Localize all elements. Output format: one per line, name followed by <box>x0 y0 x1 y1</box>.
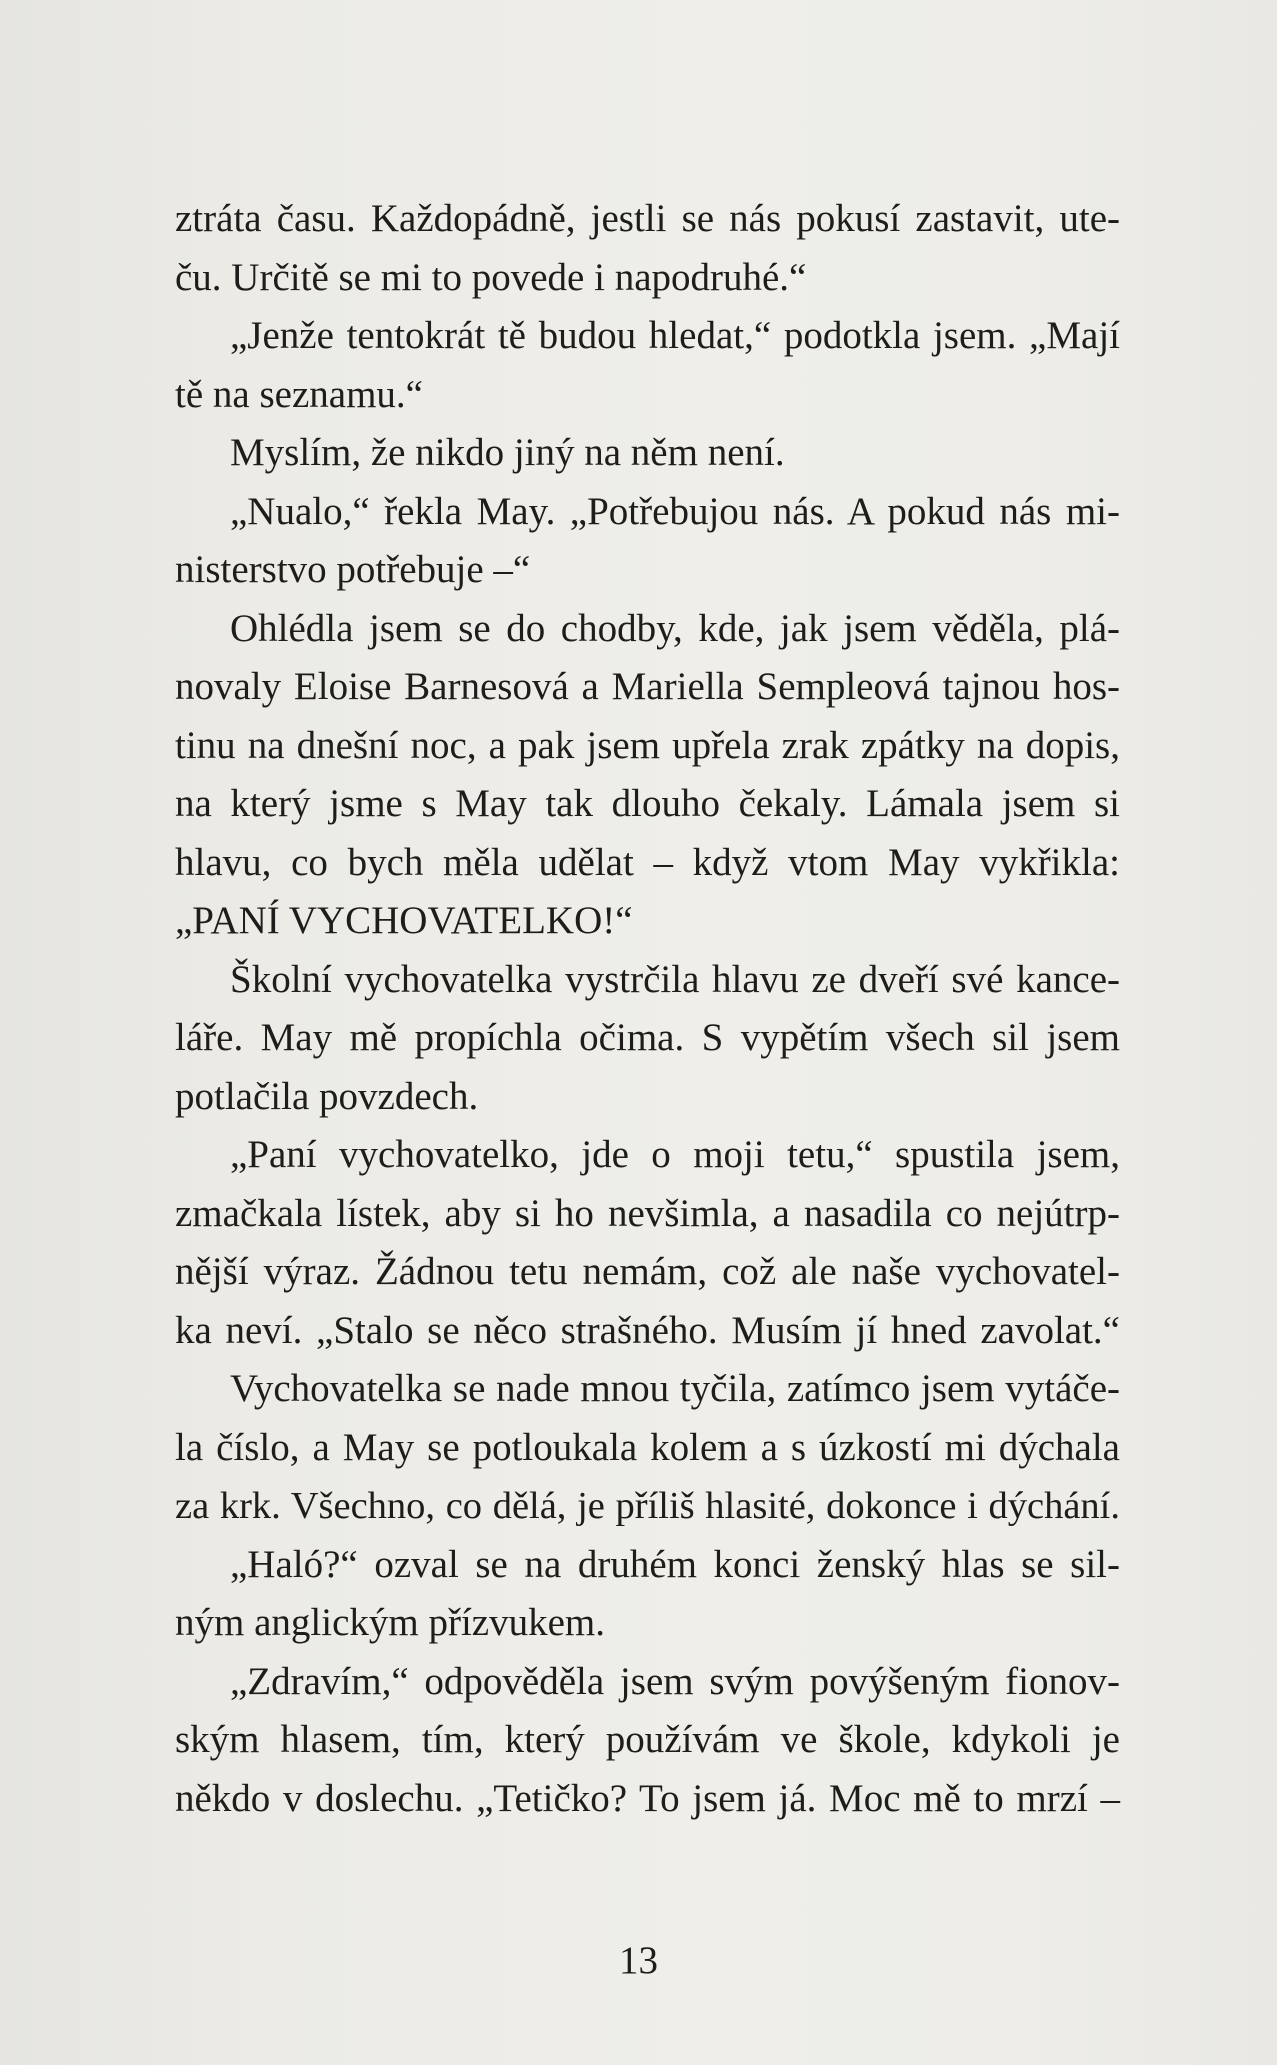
text-line: zmačkala lístek, aby si ho nevšimla, a nasadila co nejútrp- <box>175 1191 1120 1235</box>
text-line: Ohlédla jsem se do chodby, kde, jak jsem věděla, plá- <box>230 606 1120 650</box>
text-line: Školní vychovatelka vystrčila hlavu ze dveří své kance- <box>230 957 1120 1001</box>
text-line: „Jenže tentokrát tě budou hledat,“ podotkla jsem. „Mají <box>230 314 1120 357</box>
page-number: 13 <box>619 1939 658 1982</box>
text-line: „Nualo,“ řekla May. „Potřebujou nás. A pokud nás mi- <box>230 489 1120 533</box>
text-line: novaly Eloise Barnesová a Mariella Sempleová tajnou hos- <box>175 665 1120 708</box>
text-line: nější výraz. Žádnou tetu nemám, což ale naše vychovatel- <box>175 1250 1120 1293</box>
text-line: ským hlasem, tím, který používám ve škole, kdykoli je <box>175 1718 1120 1761</box>
text-line: „Paní vychovatelko, jde o moji tetu,“ spustila jsem, <box>230 1133 1120 1176</box>
body-text <box>175 190 1120 1828</box>
text-line: la číslo, a May se potloukala kolem a s úzkostí mi dýchala <box>175 1425 1120 1469</box>
text-line: „Zdravím,“ odpověděla jsem svým povýšeným fionov- <box>230 1659 1120 1703</box>
text-line: „Haló?“ ozval se na druhém konci ženský hlas se sil- <box>230 1542 1120 1586</box>
text-line: ztráta času. Každopádně, jestli se nás pokusí zastavit, ute- <box>175 197 1120 240</box>
text-line: „PANÍ VYCHOVATELKO!“ <box>175 899 633 942</box>
text-line: láře. May mě propíchla očima. S vypětím všech sil jsem <box>175 1016 1120 1059</box>
text-line: někdo v doslechu. „Tetičko? To jsem já. Moc mě to mrzí – <box>175 1776 1120 1820</box>
text-line: potlačila povzdech. <box>175 1074 479 1118</box>
text-line: na který jsme s May tak dlouho čekaly. Lámala jsem si <box>175 782 1120 825</box>
text-line: ka neví. „Stalo se něco strašného. Musím jí hned zavolat.“ <box>175 1308 1120 1352</box>
text-line: ným anglickým přízvukem. <box>175 1601 605 1644</box>
text-line: Vychovatelka se nade mnou tyčila, zatímco jsem vytáče- <box>230 1367 1120 1410</box>
text-line: tě na seznamu.“ <box>175 372 423 416</box>
text-line: za krk. Všechno, co dělá, je příliš hlasité, dokonce i dýchání. <box>175 1485 1120 1527</box>
text-line: hlavu, co bych měla udělat – když vtom May vykřikla: <box>175 840 1120 884</box>
text-line: nisterstvo potřebuje –“ <box>175 548 531 591</box>
text-line: ču. Určitě se mi to povede i napodruhé.“ <box>175 255 807 299</box>
text-line: Myslím, že nikdo jiný na něm není. <box>230 431 785 474</box>
text-line: tinu na dnešní noc, a pak jsem upřela zrak zpátky na dopis, <box>175 723 1120 767</box>
